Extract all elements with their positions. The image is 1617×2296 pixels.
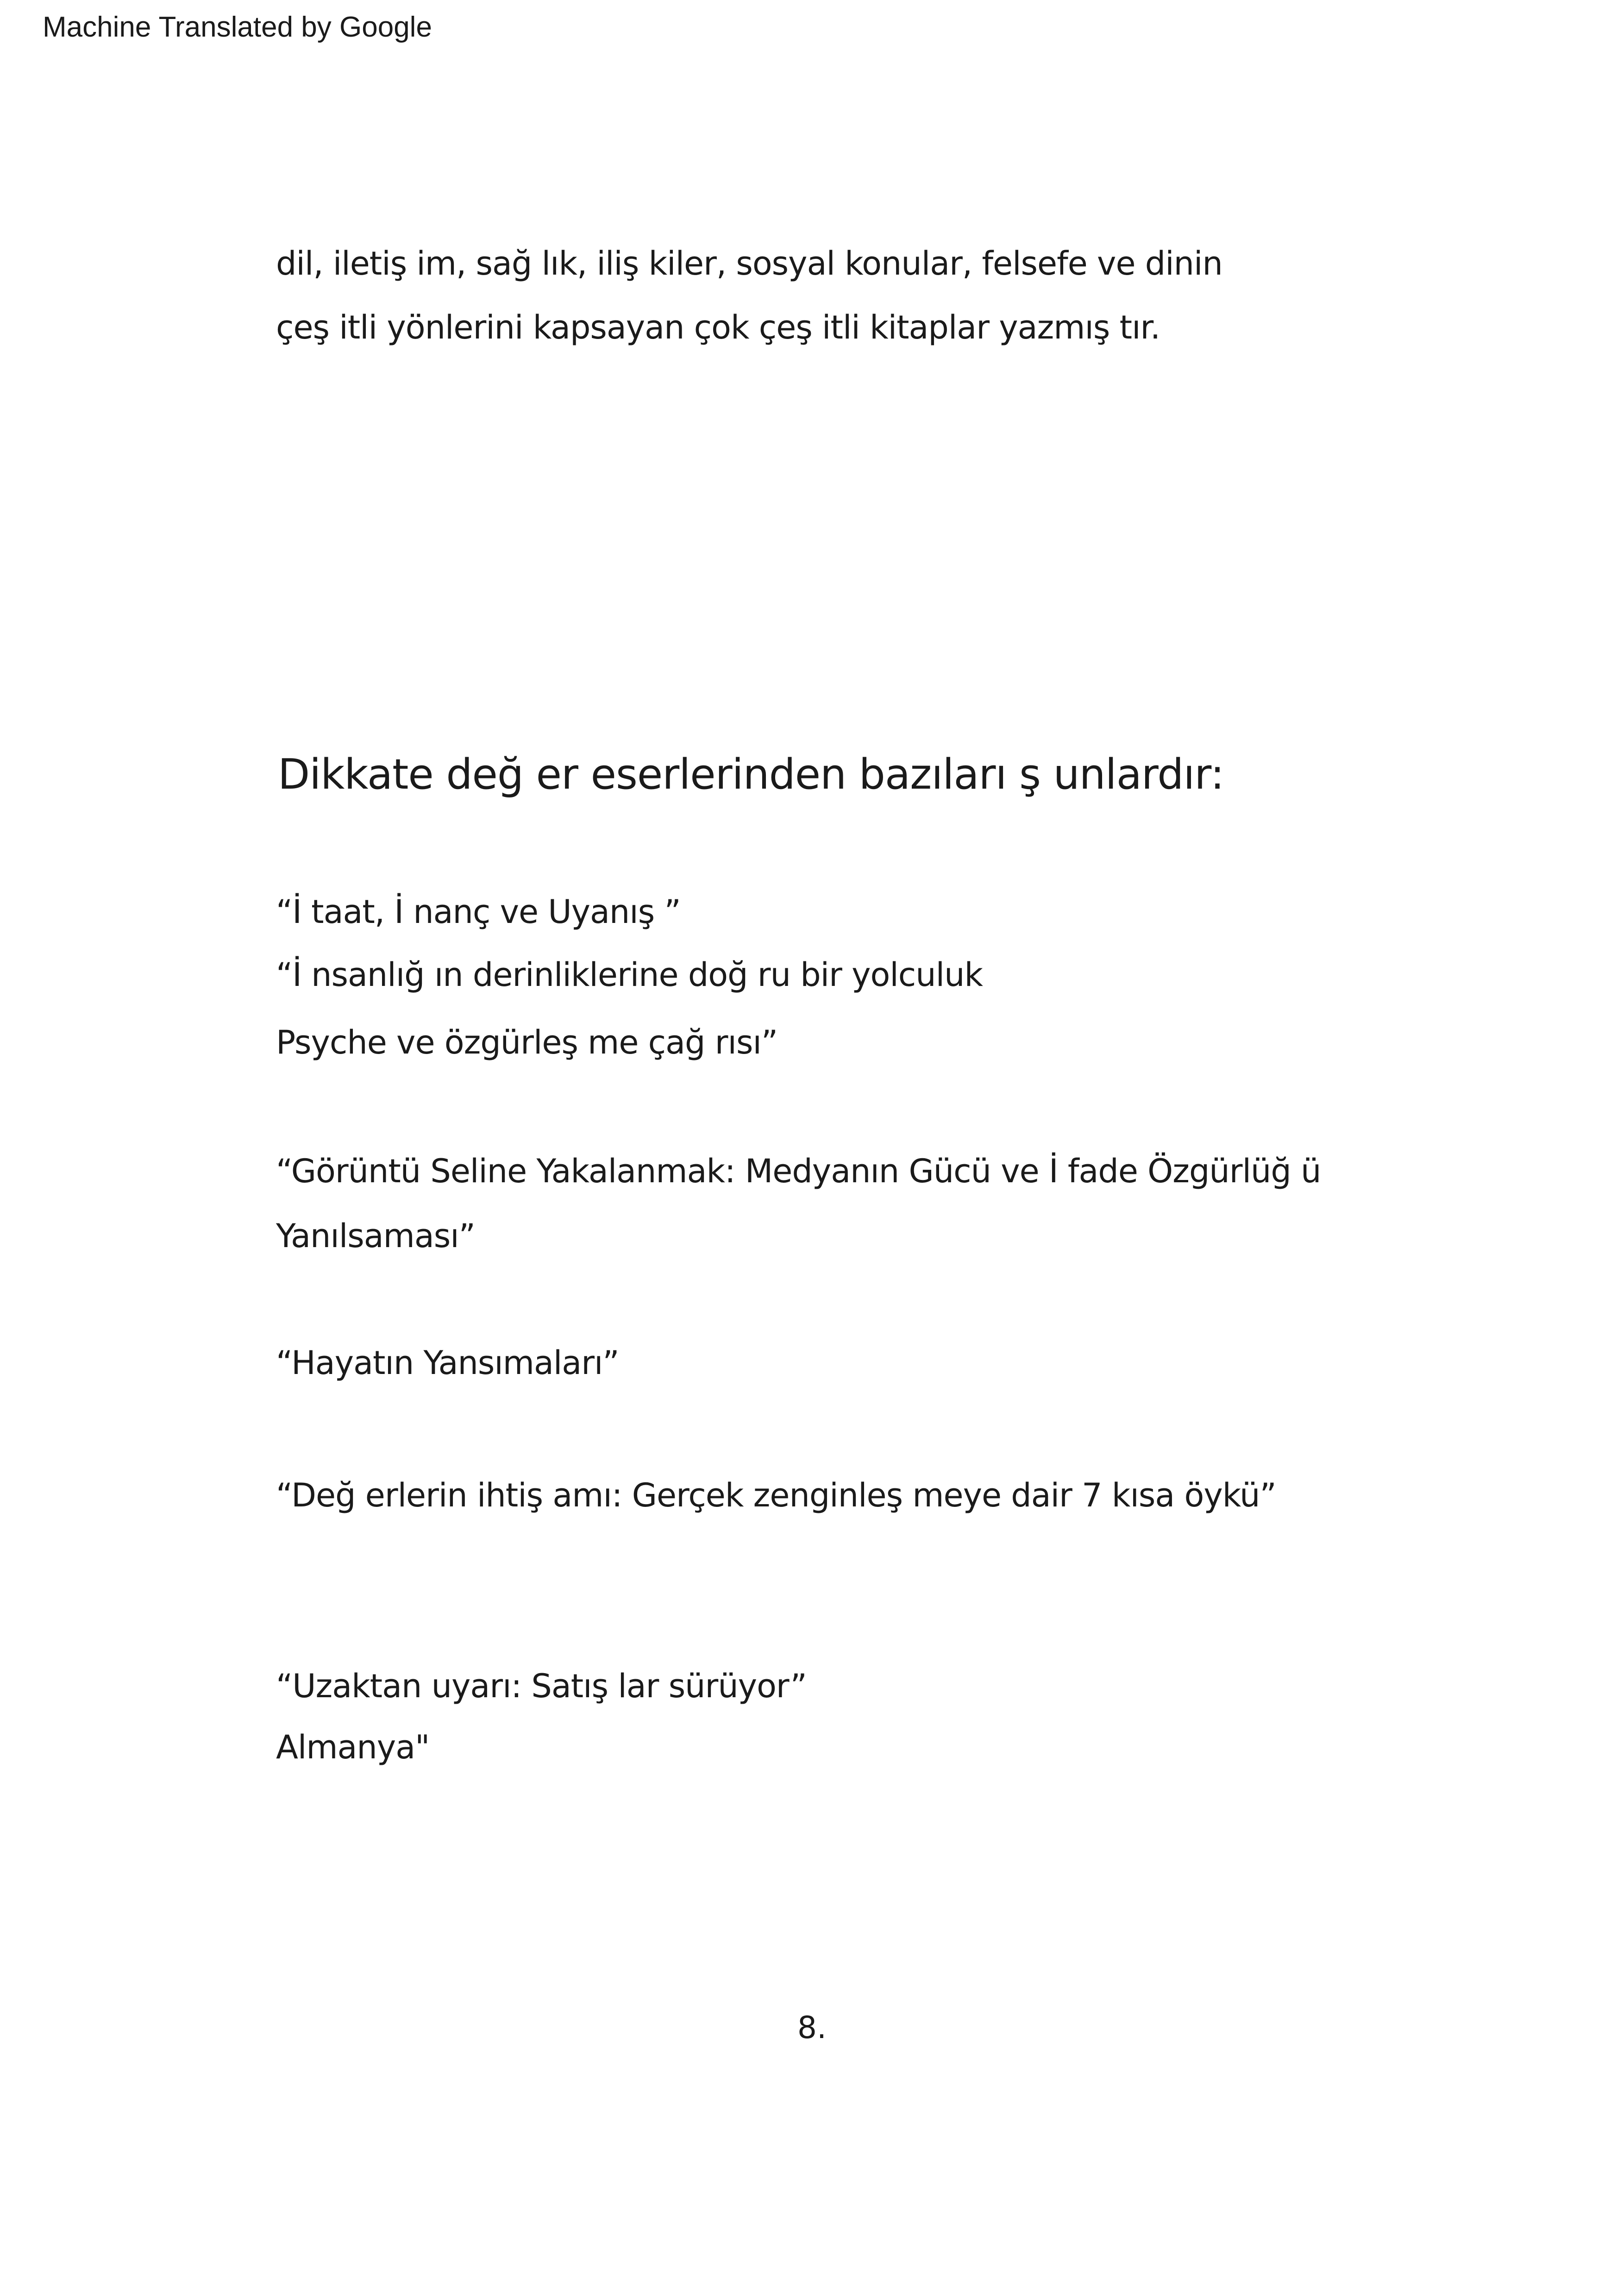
work-title-4: “Hayatın Yansımaları”: [276, 1344, 619, 1382]
machine-translation-banner: Machine Translated by Google: [43, 11, 432, 43]
work-title-5: “Değ erlerin ihtiş amı: Gerçek zenginleş meye dair 7 kısa öykü”: [276, 1476, 1276, 1514]
work-title-3-line-2: Yanılsaması”: [276, 1217, 475, 1255]
intro-line-2: çeş itli yönlerini kapsayan çok çeş itli kitaplar yazmış tır.: [276, 308, 1160, 346]
work-title-3-line-1: “Görüntü Seline Yakalanmak: Medyanın Gücü ve İ fade Özgürlüğ ü: [276, 1152, 1321, 1190]
page-number: 8.: [797, 2010, 827, 2045]
work-title-6-line-2: Almanya": [276, 1728, 430, 1766]
work-title-1: “İ taat, İ nanç ve Uyanış ”: [276, 893, 681, 931]
intro-line-1: dil, iletiş im, sağ lık, iliş kiler, sosyal konular, felsefe ve dinin: [276, 245, 1222, 282]
work-title-2-line-2: Psyche ve özgürleş me çağ rısı”: [276, 1023, 778, 1061]
work-title-6-line-1: “Uzaktan uyarı: Satış lar sürüyor”: [276, 1667, 807, 1705]
section-heading: Dikkate değ er eserlerinden bazıları ş unlardır:: [278, 750, 1224, 799]
work-title-2-line-1: “İ nsanlığ ın derinliklerine doğ ru bir yolculuk: [276, 956, 983, 994]
